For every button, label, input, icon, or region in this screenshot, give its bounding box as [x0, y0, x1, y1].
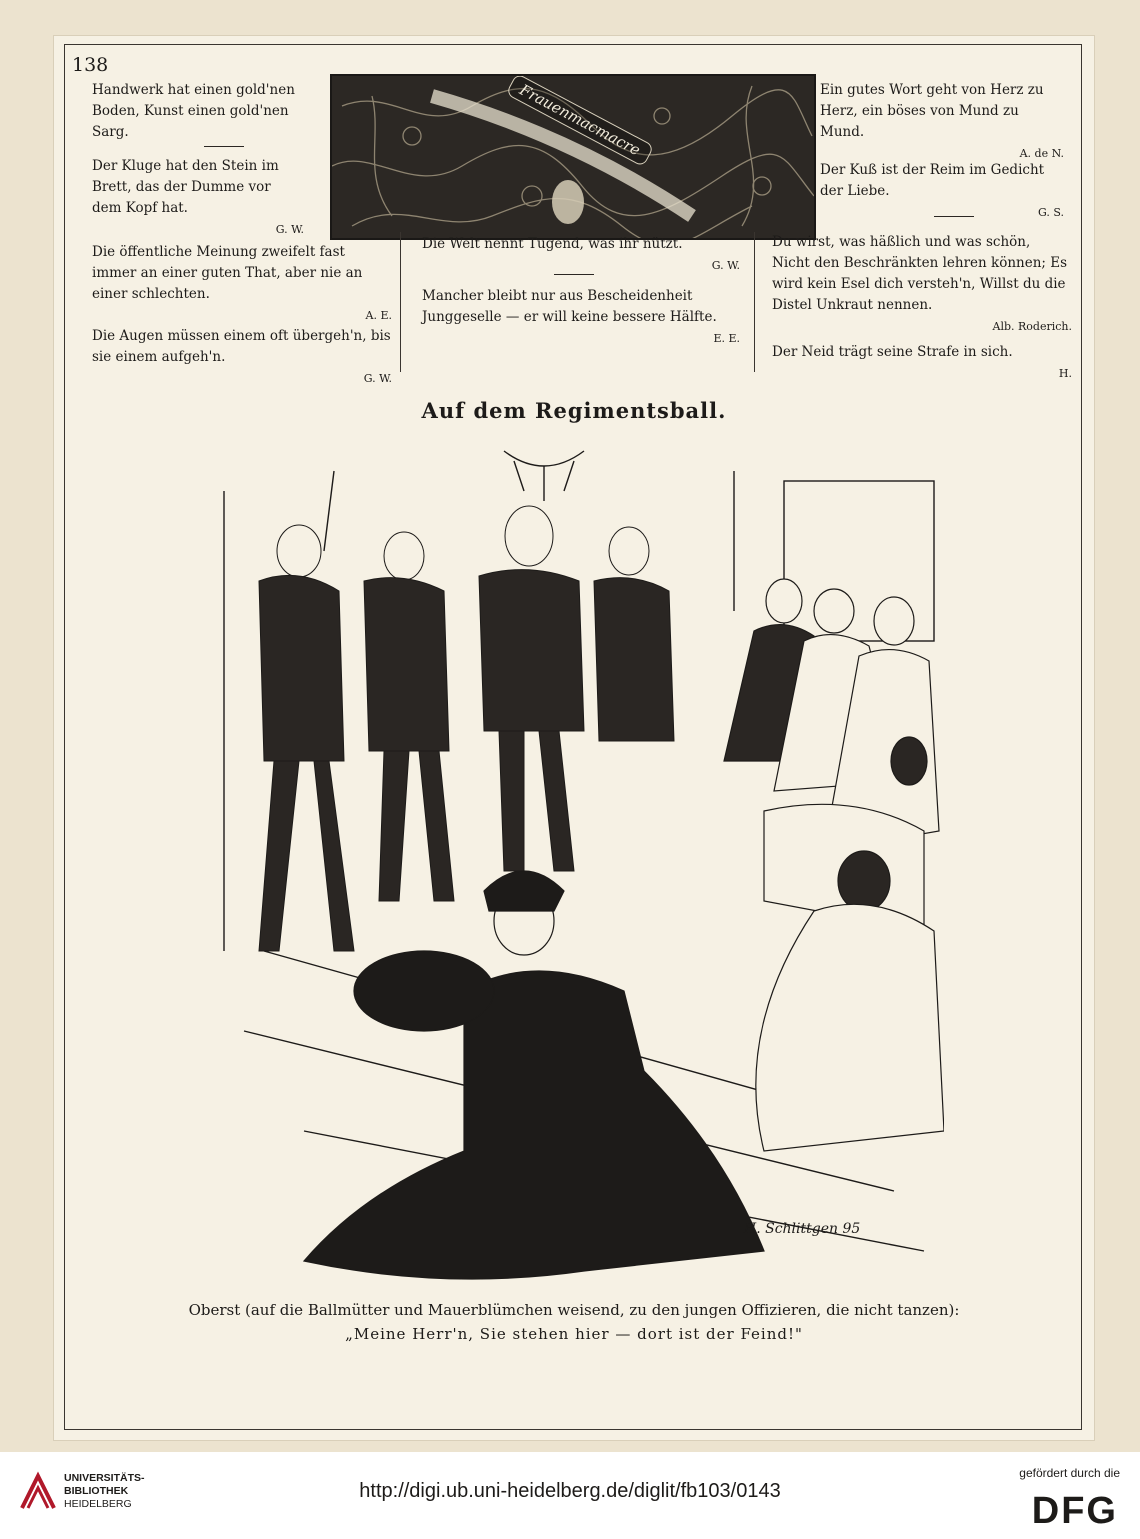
aphorism-source: G. W. [275, 223, 304, 236]
library-name-line-3: HEIDELBERG [64, 1498, 132, 1510]
permalink-url[interactable]: http://digi.ub.uni-heidelberg.de/diglit/fb103/0143 [359, 1480, 781, 1502]
aphorism-tugend [422, 234, 740, 276]
aphorism-augen [92, 326, 392, 389]
artist-signature: H. Schlittgen 95 [744, 1221, 861, 1237]
aphorism-distel [772, 232, 1072, 337]
ornament-vines-icon [332, 76, 814, 238]
aphorism-text: Der Neid trägt seine Strafe in sich. [772, 344, 1013, 360]
page-number: 138 [72, 54, 109, 76]
illustration-headline: Auf dem Regimentsball. [421, 398, 727, 423]
divider-swash [934, 216, 974, 217]
ballroom-illustration [204, 431, 944, 1291]
aphorism-source: G. W. [711, 259, 740, 272]
aphorism-junggeselle [422, 286, 740, 349]
illustration-caption [114, 1298, 1034, 1346]
aphorism-text: Ein gutes Wort geht von Herz zu Herz, ein böses von Mund zu Mund. [820, 82, 1044, 140]
aphorism-meinung [92, 242, 392, 326]
aphorism-text: Die öffentliche Meinung zweifelt fast immer an einer guten That, aber nie an einer schlechten. [92, 244, 363, 302]
dfg-logo[interactable]: DFG [1031, 1490, 1118, 1532]
caption-line-1: Oberst (auf die Ballmütter und Mauerblümchen weisend, zu den jungen Offizieren, die nicht tanzen): [188, 1301, 960, 1319]
banner-ribbon-text: Frauenmacmacre [505, 74, 654, 167]
aphorism-neid [772, 342, 1072, 384]
aphorism-text: Der Kluge hat den Stein im Brett, das der Dumme vor dem Kopf hat. [92, 158, 279, 216]
aphorism-source: A. E. [365, 309, 392, 322]
divider-swash [204, 146, 244, 147]
decorative-banner [330, 74, 816, 240]
aphorism-kuss [820, 160, 1064, 223]
aphorism-gutes-wort [820, 80, 1064, 164]
aphorism-source: Alb. Roderich. [992, 320, 1072, 333]
aphorism-source: E. E. [713, 332, 740, 345]
aphorism-text: Die Welt nennt Tugend, was ihr nützt. [422, 236, 683, 252]
aphorism-kluge [92, 156, 304, 240]
aphorism-text: Der Kuß ist der Reim im Gedicht der Liebe. [820, 162, 1045, 199]
column-rule [400, 232, 401, 372]
divider-swash [554, 274, 594, 275]
caption-line-2: „Meine Herr'n, Sie stehen hier — dort ist der Feind!" [345, 1325, 803, 1343]
viewer-footer [0, 1452, 1140, 1539]
aphorism-source: A. de N. [1019, 147, 1064, 160]
aphorism-text: Handwerk hat einen gold'nen Boden, Kunst einen gold'nen Sarg. [92, 82, 295, 140]
column-rule [754, 232, 755, 372]
aphorism-source: G. W. [363, 372, 392, 385]
library-name-line-2: BIBLIOTHEK [64, 1485, 129, 1497]
aphorism-text: Mancher bleibt nur aus Bescheidenheit Junggeselle — er will keine bessere Hälfte. [422, 288, 717, 325]
aphorism-source: G. S. [1037, 206, 1064, 219]
library-name-line-1: UNIVERSITÄTS- [64, 1472, 145, 1484]
aphorism-handwerk [92, 80, 304, 143]
aphorism-text: Die Augen müssen einem oft übergeh'n, bis sie einem aufgeh'n. [92, 328, 391, 365]
funded-by-label: gefördert durch die [1019, 1466, 1120, 1480]
aphorism-text: Du wirst, was häßlich und was schön, Nicht den Beschränkten lehren können; Es wird kein Esel dich versteh'n, Willst du die Distel Unkraut nennen. [772, 234, 1068, 313]
aphorism-source: H. [1058, 367, 1072, 380]
magazine-page [54, 36, 1094, 1440]
